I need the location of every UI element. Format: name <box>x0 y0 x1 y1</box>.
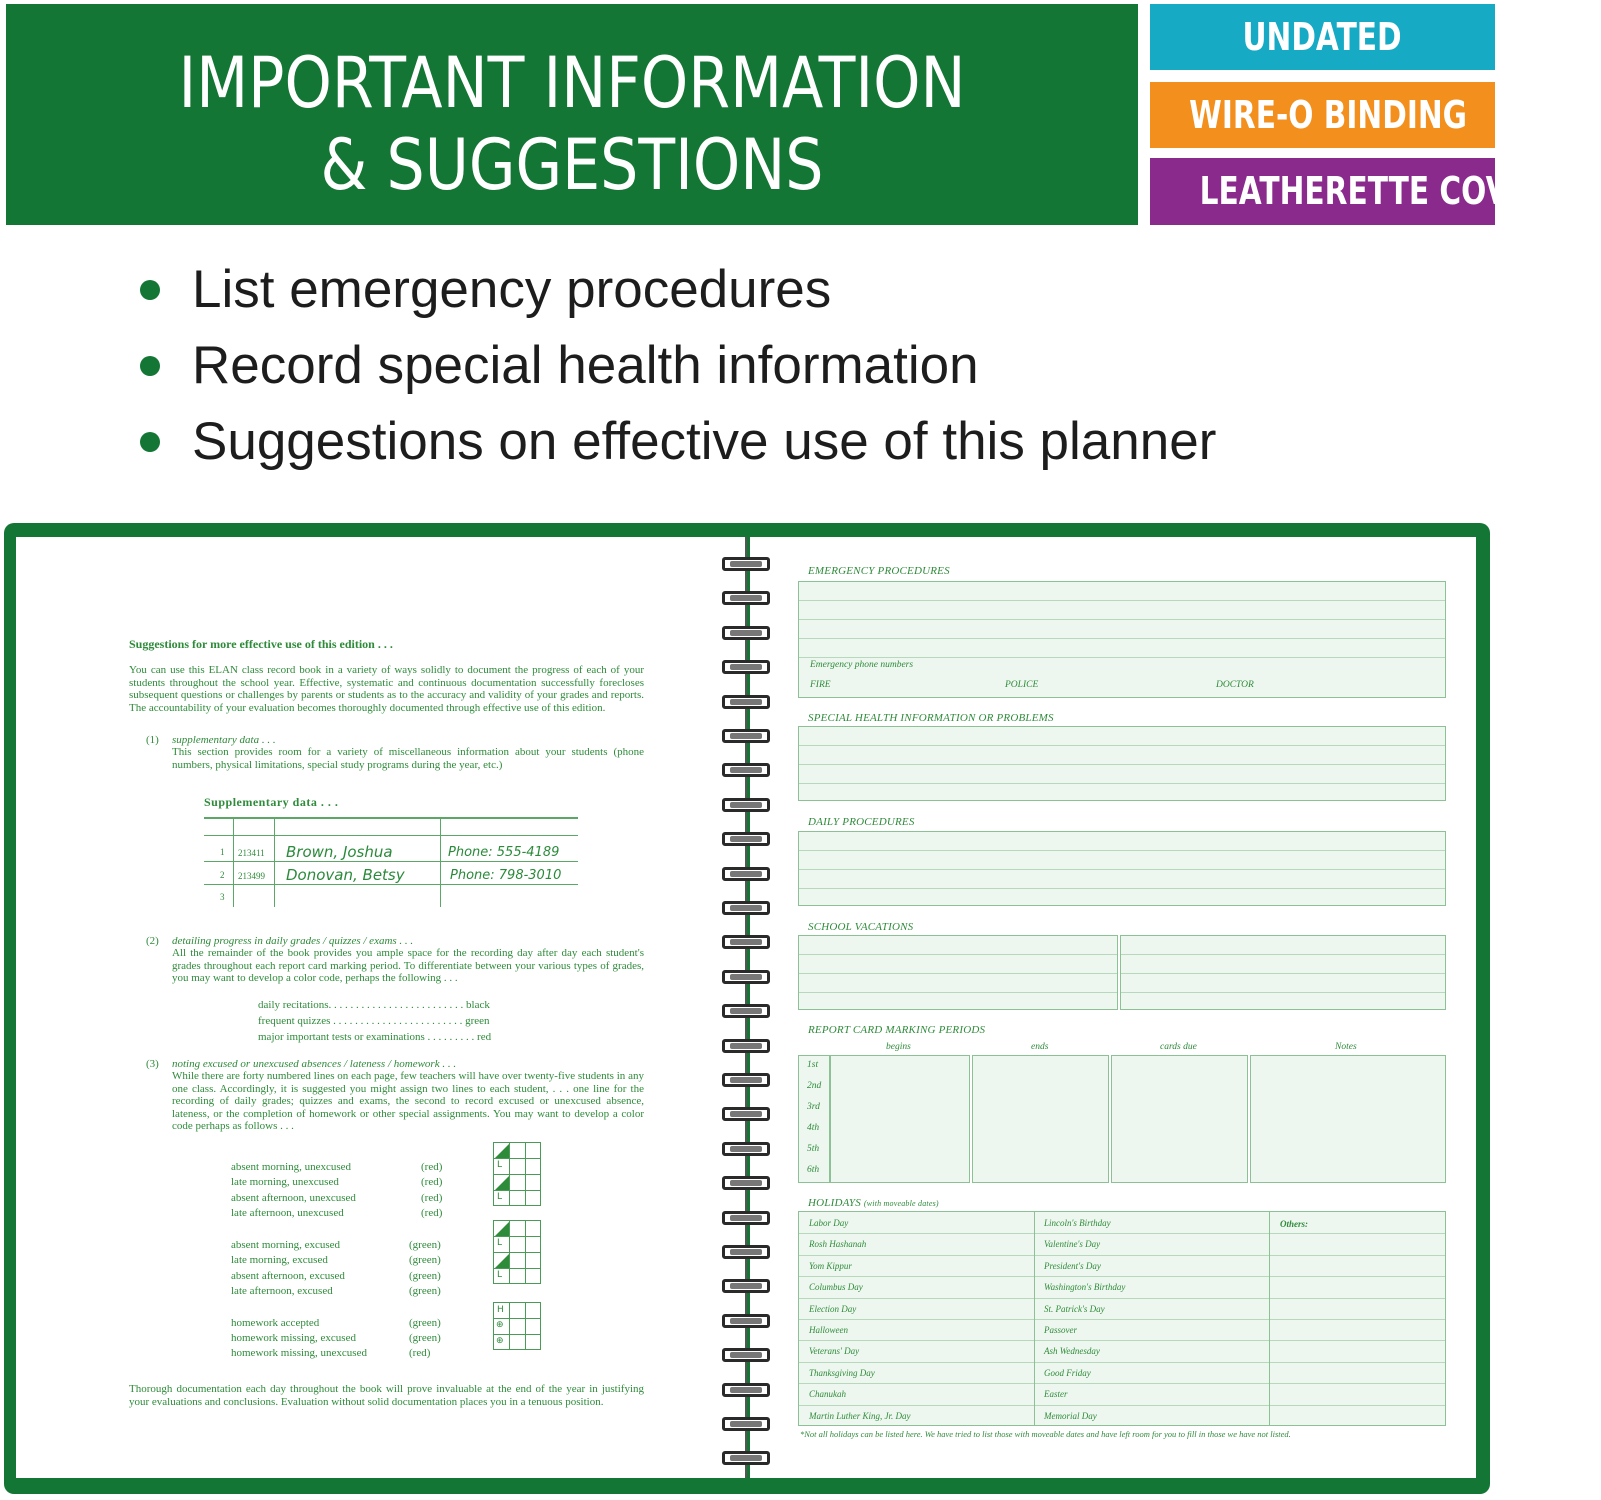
col-notes: Notes <box>1335 1042 1357 1052</box>
feature-item: Suggestions on effective use of this planner <box>136 410 1216 486</box>
tag-cover: LEATHERETTE COVER <box>1150 158 1495 225</box>
holiday-item: Martin Luther King, Jr. Day <box>809 1410 911 1421</box>
bullet-icon <box>140 356 160 376</box>
feature-item: List emergency procedures <box>136 258 1216 334</box>
fire-label: FIRE <box>810 680 831 690</box>
section-text: This section provides room for a variety of miscellaneous information about your students (phone numbers, physical limitations, special study programs during the year, etc.) <box>172 746 644 771</box>
spiral-ring-icon <box>722 1417 770 1431</box>
holiday-item: St. Patrick's Day <box>1044 1303 1105 1314</box>
holiday-item: Lincoln's Birthday <box>1044 1218 1111 1228</box>
spiral-ring-icon <box>722 1451 770 1465</box>
code-label: homework accepted <box>231 1317 320 1329</box>
spiral-ring-icon <box>722 660 770 674</box>
row-phone: Phone: 555-4189 <box>448 845 560 860</box>
row-name: Donovan, Betsy <box>286 866 405 884</box>
holiday-item: Columbus Day <box>809 1282 863 1293</box>
feature-list <box>136 258 1216 486</box>
row-number: 1 <box>220 847 225 857</box>
spiral-ring-icon <box>722 1314 770 1328</box>
section-text: All the remainder of the book provides you ample space for the recording day after day each student's grades throughout each report card marking period. To differentiate between your various types of grades, you may want to develop a color code, perhaps the following . . . <box>172 947 644 985</box>
row-id: 213499 <box>238 871 265 881</box>
holiday-item: Washington's Birthday <box>1044 1282 1126 1293</box>
spiral-ring-icon <box>722 626 770 640</box>
holiday-item: Rosh Hashanah <box>809 1239 867 1250</box>
closing-paragraph: Thorough documentation each day throughout the book will prove invaluable at the end of the year in justifying your evaluations and conclusions. Evaluation without solid documentation places you in a tenuous position. <box>129 1383 644 1408</box>
spiral-ring-icon <box>722 1176 770 1190</box>
others-label: Others: <box>1280 1219 1309 1229</box>
holidays-footnote: *Not all holidays can be listed here. We have tried to list those with moveable dates and have left room for you to fill in those we have not listed. <box>800 1429 1291 1439</box>
spiral-ring-icon <box>722 1039 770 1053</box>
section-heading: noting excused or unexcused absences / lateness / homework . . . <box>172 1058 457 1070</box>
period-col: 1st 2nd 3rd 4th 5th 6th <box>798 1055 830 1183</box>
holiday-item: Ash Wednesday <box>1044 1346 1100 1357</box>
vacations-heading: SCHOOL VACATIONS <box>808 921 914 933</box>
code-label: late morning, unexcused <box>231 1176 339 1188</box>
color-code-row: major important tests or examinations . . . . . . . . . red <box>258 1031 492 1043</box>
spiral-ring-icon <box>722 557 770 571</box>
supplementary-table <box>204 817 578 907</box>
section-number: (2) <box>146 935 159 947</box>
spiral-ring-icon <box>722 591 770 605</box>
doctor-label: DOCTOR <box>1216 680 1254 690</box>
row-number: 3 <box>220 892 225 902</box>
feature-item: Record special health information <box>136 334 1216 410</box>
color-code-row: daily recitations. . . . . . . . . . . . . . . . . . . . . . . . . black <box>258 999 490 1011</box>
spiral-ring-icon <box>722 1245 770 1259</box>
code-label: late afternoon, excused <box>231 1285 333 1297</box>
code-color: (red) <box>421 1176 443 1188</box>
holidays-box <box>798 1211 1446 1426</box>
spiral-ring-icon <box>722 763 770 777</box>
health-box <box>798 726 1446 801</box>
code-label: absent afternoon, unexcused <box>231 1192 356 1204</box>
right-page <box>750 537 1476 1478</box>
section-heading: detailing progress in daily grades / quizzes / exams . . . <box>172 935 414 947</box>
holiday-item: Easter <box>1044 1389 1068 1400</box>
report-heading: REPORT CARD MARKING PERIODS <box>808 1024 986 1036</box>
code-label: homework missing, excused <box>231 1332 356 1344</box>
attendance-grid-icon: L L <box>493 1220 541 1284</box>
bullet-icon <box>140 432 160 452</box>
code-color: (green) <box>409 1285 441 1297</box>
spiral-ring-icon <box>722 729 770 743</box>
planner-photo <box>4 523 1490 1494</box>
code-label: homework missing, unexcused <box>231 1347 367 1359</box>
code-color: (green) <box>409 1239 441 1251</box>
spiral-ring-icon <box>722 1004 770 1018</box>
holiday-item: Passover <box>1044 1325 1077 1335</box>
vacations-box-right <box>1120 935 1446 1010</box>
code-label: absent morning, unexcused <box>231 1161 352 1173</box>
emergency-box <box>798 581 1446 698</box>
holiday-item: Veterans' Day <box>809 1346 860 1357</box>
notes-col <box>1250 1055 1446 1183</box>
section-number: (3) <box>146 1058 159 1070</box>
code-color: (green) <box>409 1332 441 1344</box>
row-id: 213411 <box>238 848 265 858</box>
emergency-heading: EMERGENCY PROCEDURES <box>808 565 950 577</box>
tag-undated: UNDATED <box>1150 4 1495 70</box>
homework-grid-icon: H ⊕ ⊕ <box>493 1302 541 1350</box>
code-label: late afternoon, unexcused <box>231 1207 344 1219</box>
section-text: While there are forty numbered lines on each page, few teachers will have over twenty-five students in any one class. Accordingly, it is suggested you might assign two lines to each student, . . . one line for the recording of daily grades; quizzes and exams, the second to record excused or unexcused absence, lateness, or the completion of homework or other special assignments. You may want to develop a color code perhaps as follows . . . <box>172 1070 644 1133</box>
spiral-ring-icon <box>722 695 770 709</box>
spiral-ring-icon <box>722 832 770 846</box>
spiral-ring-icon <box>722 867 770 881</box>
spiral-ring-icon <box>722 1211 770 1225</box>
left-page <box>16 537 746 1478</box>
holiday-item: Memorial Day <box>1044 1410 1097 1421</box>
spiral-ring-icon <box>722 1383 770 1397</box>
daily-heading: DAILY PROCEDURES <box>808 816 915 828</box>
vacations-box-left <box>798 935 1118 1010</box>
code-color: (green) <box>409 1317 441 1329</box>
spiral-ring-icon <box>722 1142 770 1156</box>
section-number: (1) <box>146 734 159 746</box>
col-begins: begins <box>886 1042 911 1052</box>
col-ends: ends <box>1031 1042 1049 1052</box>
spiral-ring-icon <box>722 1348 770 1362</box>
title-line-2: & SUGGESTIONS <box>320 124 824 206</box>
intro-paragraph: You can use this ELAN class record book in a variety of ways solidly to document the progress of each of your students throughout the school year. Effective, systematic and continuous documentation successfully forecloses subsequent questions or challenges by parents or students as to the accuracy and validity of your grades and reports. The accountability of your evaluation becomes thoroughly documented through effective use of this edition. <box>129 664 644 714</box>
code-color: (red) <box>421 1161 443 1173</box>
holiday-item: Chanukah <box>809 1389 846 1400</box>
holiday-item: Yom Kippur <box>809 1260 852 1271</box>
attendance-grid-icon: L L <box>493 1142 541 1206</box>
holiday-item: Halloween <box>809 1325 848 1335</box>
spiral-ring-icon <box>722 1279 770 1293</box>
code-color: (red) <box>421 1207 443 1219</box>
cards-due-col <box>1111 1055 1248 1183</box>
holidays-heading: HOLIDAYS (with moveable dates) <box>808 1197 939 1209</box>
holiday-item: Good Friday <box>1044 1367 1091 1378</box>
code-label: late morning, excused <box>231 1254 328 1266</box>
spiral-ring-icon <box>722 970 770 984</box>
holiday-item: Labor Day <box>809 1218 849 1228</box>
spiral-ring-icon <box>722 935 770 949</box>
holiday-item: Election Day <box>809 1303 857 1314</box>
supplementary-title: Supplementary data . . . <box>204 795 339 809</box>
holiday-item: President's Day <box>1044 1260 1101 1271</box>
holiday-item: Valentine's Day <box>1044 1239 1101 1250</box>
spiral-ring-icon <box>722 798 770 812</box>
begins-col <box>830 1055 970 1183</box>
code-label: absent morning, excused <box>231 1239 341 1251</box>
tag-binding: WIRE-O BINDING <box>1150 82 1495 148</box>
police-label: POLICE <box>1005 680 1039 690</box>
code-color: (green) <box>409 1254 441 1266</box>
emergency-phone-label: Emergency phone numbers <box>810 660 914 670</box>
code-color: (red) <box>421 1192 443 1204</box>
spiral-ring-icon <box>722 1073 770 1087</box>
suggestions-title: Suggestions for more effective use of this edition . . . <box>129 637 393 651</box>
code-color: (red) <box>409 1347 431 1359</box>
row-number: 2 <box>220 870 225 880</box>
section-heading: supplementary data . . . <box>172 734 276 746</box>
ends-col <box>972 1055 1109 1183</box>
code-color: (green) <box>409 1270 441 1282</box>
title-line-1: IMPORTANT INFORMATION <box>178 42 966 124</box>
health-heading: SPECIAL HEALTH INFORMATION OR PROBLEMS <box>808 712 1054 724</box>
color-code-row: frequent quizzes . . . . . . . . . . . . . . . . . . . . . . . . green <box>258 1015 490 1027</box>
title-banner <box>6 4 1138 225</box>
spiral-ring-icon <box>722 901 770 915</box>
holiday-item: Thanksgiving Day <box>809 1367 875 1378</box>
daily-box <box>798 831 1446 906</box>
col-cards-due: cards due <box>1160 1042 1197 1052</box>
bullet-icon <box>140 280 160 300</box>
row-name: Brown, Joshua <box>286 843 393 861</box>
spiral-ring-icon <box>722 1107 770 1121</box>
row-phone: Phone: 798-3010 <box>450 868 562 883</box>
code-label: absent afternoon, excused <box>231 1270 345 1282</box>
